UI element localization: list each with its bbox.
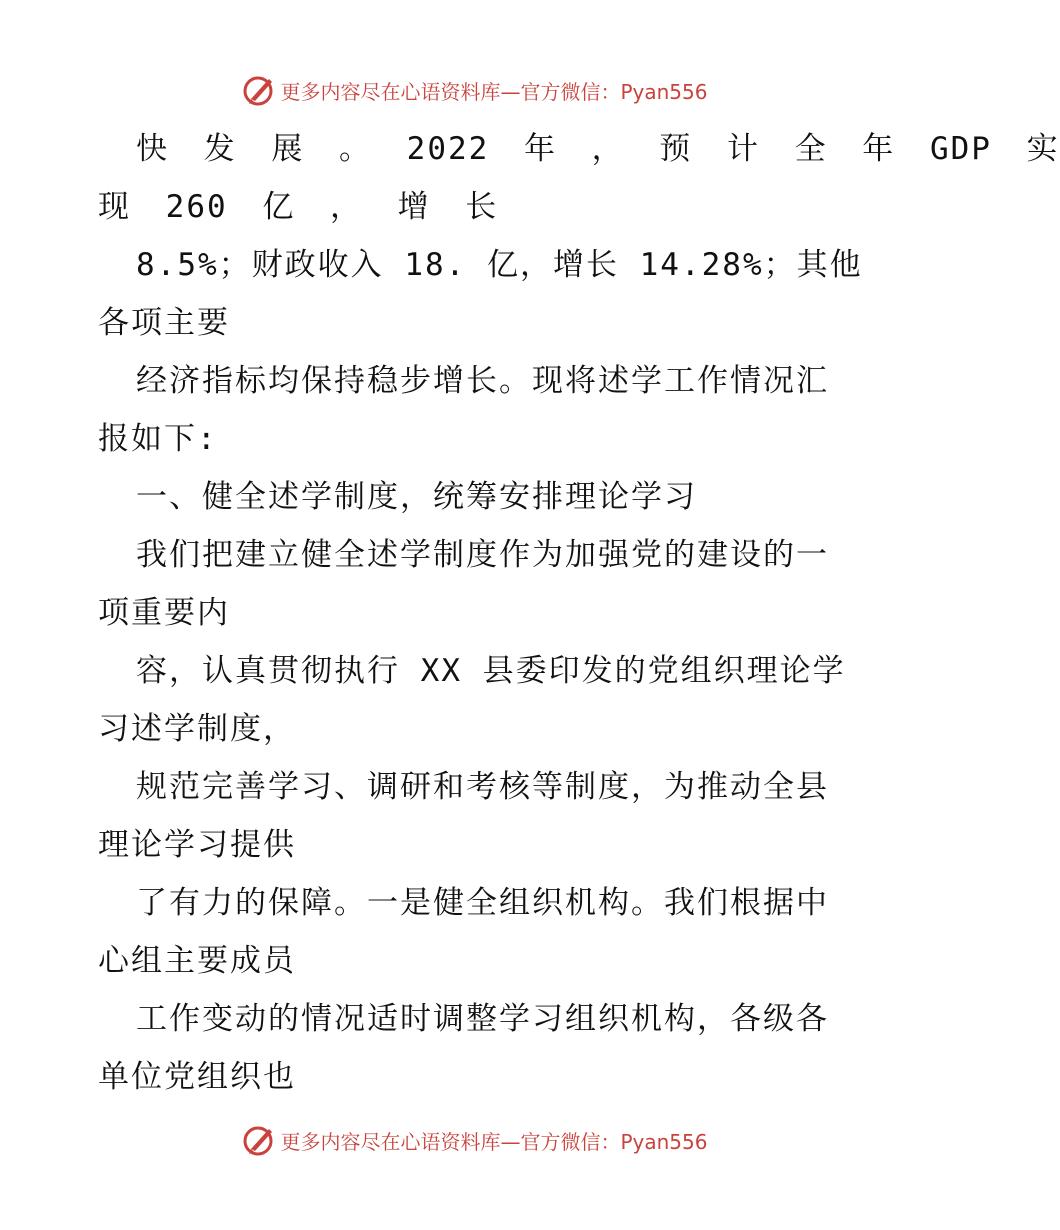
body-line: 理论学习提供 [98, 827, 296, 863]
body-line: 报如下: [98, 421, 218, 457]
watermark-text: 更多内容尽在心语资料库—官方微信：Pyan556 [280, 79, 708, 104]
body-line: 各项主要 [98, 305, 230, 341]
footer-watermark-banner [0, 1120, 950, 1160]
body-line: 现 260 亿 ， 增 长 [98, 189, 499, 225]
body-line: 项重要内 [98, 595, 230, 631]
body-line: 8.5%；财政收入 18. 亿，增长 14.28%；其他 [136, 247, 863, 283]
document-body [98, 120, 1060, 1106]
body-line: 单位党组织也 [98, 1059, 296, 1095]
body-line: 心组主要成员 [98, 943, 296, 979]
quill-pen-logo-icon [242, 1123, 276, 1157]
section-heading: 一、健全述学制度，统筹安排理论学习 [136, 479, 697, 515]
body-line: 我们把建立健全述学制度作为加强党的建设的一 [136, 537, 829, 573]
header-watermark-banner [0, 70, 950, 110]
body-line: 了有力的保障。一是健全组织机构。我们根据中 [136, 885, 829, 921]
body-line: 规范完善学习、调研和考核等制度，为推动全县 [136, 769, 829, 805]
quill-pen-logo-icon [242, 73, 276, 107]
body-line: 快 发 展 。 2022 年 ， 预 计 全 年 GDP 实 [136, 131, 1060, 167]
watermark-text: 更多内容尽在心语资料库—官方微信：Pyan556 [280, 1129, 708, 1154]
body-line: 经济指标均保持稳步增长。现将述学工作情况汇 [136, 363, 829, 399]
body-line: 工作变动的情况适时调整学习组织机构，各级各 [136, 1001, 829, 1037]
body-line: 习述学制度， [98, 711, 296, 747]
body-line: 容，认真贯彻执行 XX 县委印发的党组织理论学 [136, 653, 846, 689]
